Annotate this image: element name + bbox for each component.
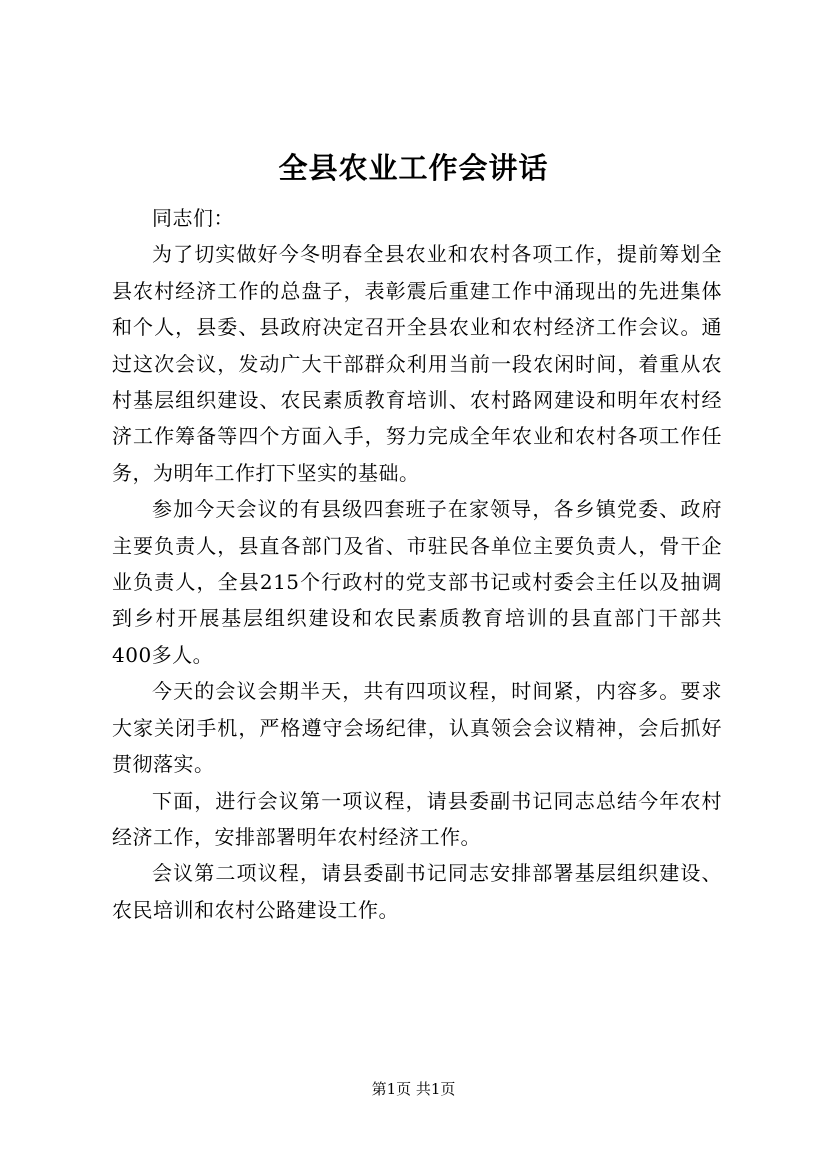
body-paragraph: 下面，进行会议第一项议程，请县委副书记同志总结今年农村经济工作，安排部署明年农村经济工作。 xyxy=(112,788,722,849)
document-title: 全县农业工作会讲话 xyxy=(278,151,549,185)
body-paragraph: 参加今天会议的有县级四套班子在家领导，各乡镇党委、政府主要负责人，县直各部门及省、市驻民各单位主要负责人，骨干企业负责人，全县215个行政村的党支部书记或村委会主任以及抽调到乡村开展基层组织建设和农民素质教育培训的县直部门干部共400多人。 xyxy=(112,497,722,667)
body-paragraph: 今天的会议会期半天，共有四项议程，时间紧，内容多。要求大家关闭手机，严格遵守会场纪律，认真领会会议精神，会后抓好贯彻落实。 xyxy=(112,679,722,777)
document-body xyxy=(112,200,722,928)
body-paragraph: 会议第二项议程，请县委副书记同志安排部署基层组织建设、农民培训和农村公路建设工作。 xyxy=(112,861,722,922)
body-paragraph: 为了切实做好今冬明春全县农业和农村各项工作，提前筹划全县农村经济工作的总盘子，表彰震后重建工作中涌现出的先进集体和个人，县委、县政府决定召开全县农业和农村经济工作会议。通过这次会议，发动广大干部群众利用当前一段农闲时间，着重从农村基层组织建设、农民素质教育培训、农村路网建设和明年农村经济工作筹备等四个方面入手，努力完成全年农业和农村各项工作任务，为明年工作打下坚实的基础。 xyxy=(112,242,722,485)
page-footer: 第1页 共1页 xyxy=(371,1080,456,1098)
salutation-paragraph: 同志们： xyxy=(152,206,234,230)
